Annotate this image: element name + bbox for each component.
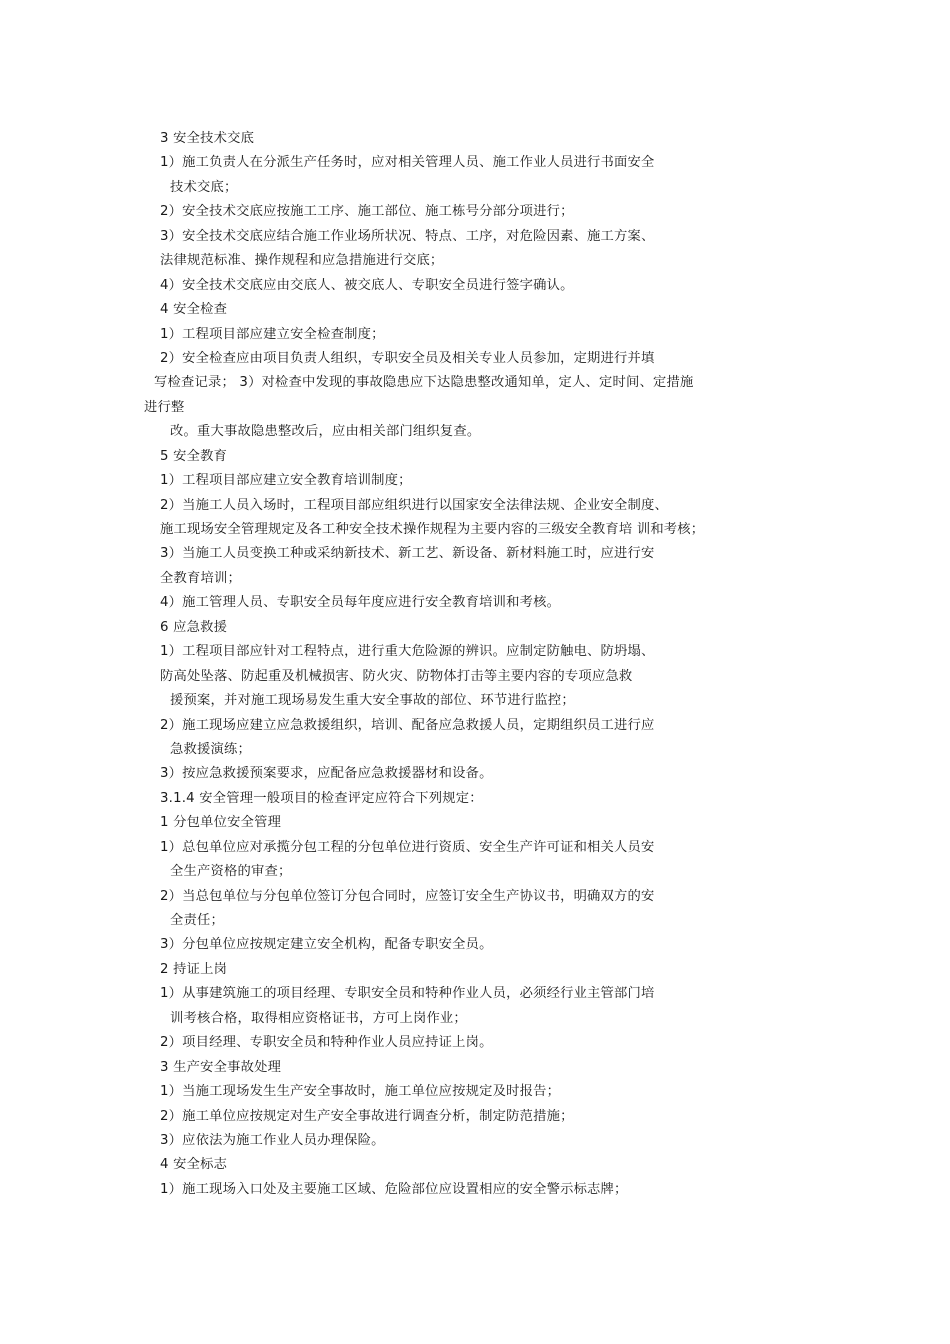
text-line: 1）总包单位应对承揽分包工程的分包单位进行资质、安全生产许可证和相关人员安 <box>160 839 655 855</box>
section-heading: 5 安全教育 <box>160 448 228 464</box>
text-line: 1）工程项目部应建立安全检查制度； <box>160 326 385 342</box>
text-line: 3）安全技术交底应结合施工作业场所状况、特点、工序，对危险因素、施工方案、 <box>160 228 655 244</box>
text-line: 1）从事建筑施工的项目经理、专职安全员和特种作业人员，必须经行业主管部门培 <box>160 986 655 1002</box>
section-heading: 4 安全检查 <box>160 302 228 318</box>
text-line: 全责任； <box>170 913 224 928</box>
text-line: 4）安全技术交底应由交底人、被交底人、专职安全员进行签字确认。 <box>160 277 574 293</box>
section-heading: 6 应急救援 <box>160 619 228 635</box>
text-line: 技术交底； <box>170 179 238 195</box>
text-line: 防高处坠落、防起重及机械损害、防火灾、防物体打击等主要内容的专项应急救 <box>160 668 633 684</box>
text-line: 1）工程项目部应建立安全教育培训制度； <box>160 473 412 489</box>
text-line: 2）安全技术交底应按施工工序、施工部位、施工栋号分部分项进行； <box>160 204 574 220</box>
text-line: 3）分包单位应按规定建立安全机构，配备专职安全员。 <box>160 937 493 953</box>
text-line: 写检查记录； 3）对检查中发现的事故隐患应下达隐患整改通知单，定人、定时间、定措施 <box>154 375 694 391</box>
text-line: 3）按应急救援预案要求，应配备应急救援器材和设备。 <box>160 766 493 782</box>
text-line: 进行整 <box>144 399 185 415</box>
text-line: 3）应依法为施工作业人员办理保险。 <box>160 1132 385 1148</box>
section-heading: 4 安全标志 <box>160 1157 228 1173</box>
clause-heading: 3.1.4 安全管理一般项目的检查评定应符合下列规定： <box>160 790 483 806</box>
document-body <box>0 127 950 1202</box>
text-line: 2）施工单位应按规定对生产安全事故进行调查分析，制定防范措施； <box>160 1108 574 1124</box>
text-line: 4）施工管理人员、专职安全员每年度应进行安全教育培训和考核。 <box>160 595 561 611</box>
text-line: 2）当总包单位与分包单位签订分包合同时，应签订安全生产协议书，明确双方的安 <box>160 888 655 904</box>
section-heading: 1 分包单位安全管理 <box>160 815 282 831</box>
section-heading: 3 安全技术交底 <box>160 131 255 146</box>
text-line: 援预案，并对施工现场易发生重大安全事故的部位、环节进行监控； <box>170 693 575 709</box>
text-line: 急救援演练； <box>170 741 251 757</box>
text-line: 全教育培训； <box>160 570 241 586</box>
text-line: 1）施工现场入口处及主要施工区域、危险部位应设置相应的安全警示标志牌； <box>160 1181 628 1197</box>
section-heading: 2 持证上岗 <box>160 961 228 977</box>
text-line: 1）施工负责人在分派生产任务时，应对相关管理人员、施工作业人员进行书面安全 <box>160 155 655 171</box>
text-line: 训考核合格，取得相应资格证书，方可上岗作业； <box>170 1010 467 1026</box>
text-line: 2）项目经理、专职安全员和特种作业人员应持证上岗。 <box>160 1035 493 1051</box>
text-line: 法律规范标准、操作规程和应急措施进行交底； <box>160 253 444 269</box>
text-line: 2）当施工人员入场时，工程项目部应组织进行以国家安全法律法规、企业安全制度、 <box>160 497 669 513</box>
text-line: 全生产资格的审查； <box>170 864 292 880</box>
text-line: 2）施工现场应建立应急救援组织，培训、配备应急救援人员，定期组织员工进行应 <box>160 717 655 733</box>
section-heading: 3 生产安全事故处理 <box>160 1059 282 1075</box>
text-line: 1）当施工现场发生生产安全事故时，施工单位应按规定及时报告； <box>160 1084 561 1100</box>
text-line: 1）工程项目部应针对工程特点，进行重大危险源的辨识。应制定防触电、防坍塌、 <box>160 644 655 660</box>
text-line: 2）安全检查应由项目负责人组织，专职安全员及相关专业人员参加，定期进行并填 <box>160 350 655 366</box>
text-line: 施工现场安全管理规定及各工种安全技术操作规程为主要内容的三级安全教育培 训和考核； <box>160 522 705 537</box>
text-line: 改。重大事故隐患整改后，应由相关部门组织复查。 <box>170 424 481 440</box>
text-line: 3）当施工人员变换工种或采纳新技术、新工艺、新设备、新材料施工时，应进行安 <box>160 546 655 562</box>
